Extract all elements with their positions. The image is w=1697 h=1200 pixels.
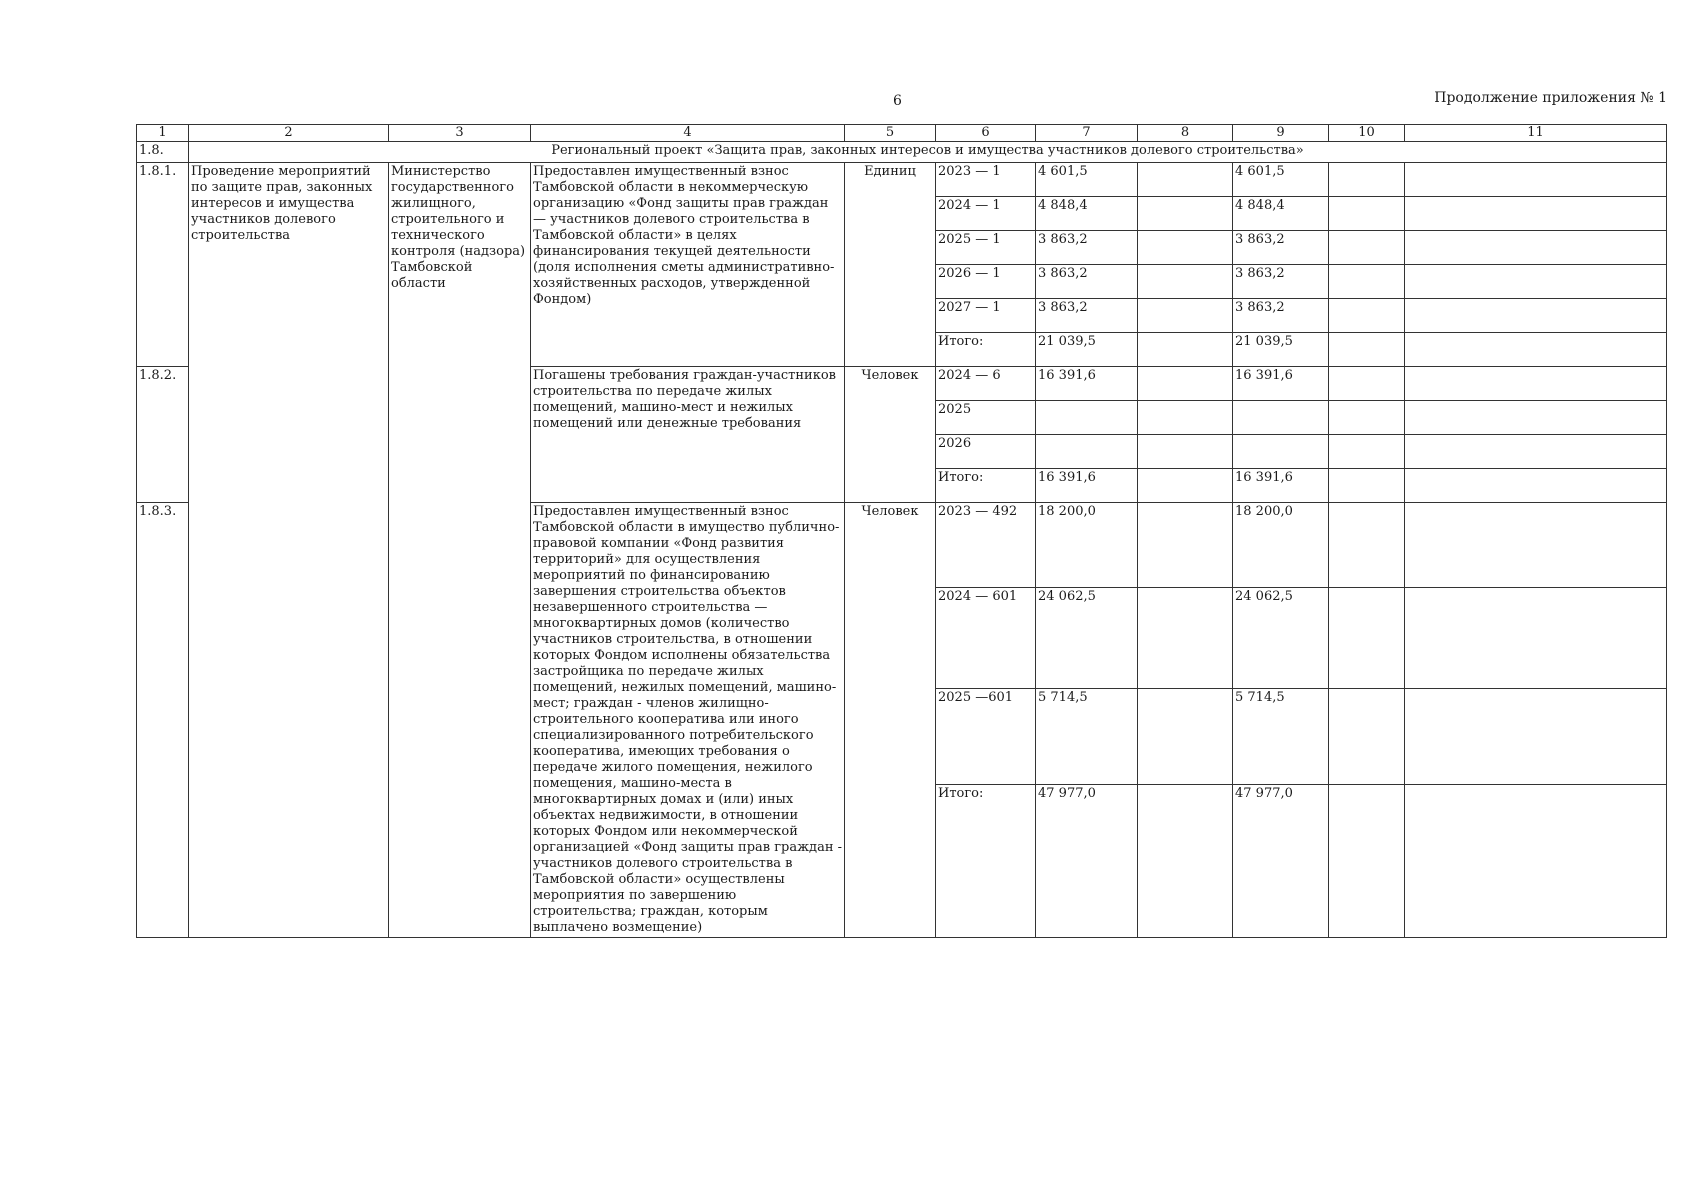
col8-value xyxy=(1138,231,1233,265)
col8-value xyxy=(1138,401,1233,435)
col9-value: 3 863,2 xyxy=(1233,299,1329,333)
col8-value xyxy=(1138,587,1233,689)
col10-value xyxy=(1329,265,1405,299)
section-row xyxy=(137,142,1667,163)
col10-value xyxy=(1329,333,1405,367)
section-title: Региональный проект «Защита прав, законных интересов и имущества участников долевого строительства» xyxy=(189,142,1667,163)
col11-value xyxy=(1405,197,1667,231)
page-number: 6 xyxy=(893,93,902,109)
section-code: 1.8. xyxy=(137,142,189,163)
col-header-4: 4 xyxy=(531,125,845,142)
col7-value: 47 977,0 xyxy=(1036,784,1138,937)
col8-value xyxy=(1138,435,1233,469)
program-table xyxy=(136,124,1667,938)
year-cell: 2026 — 1 xyxy=(936,265,1036,299)
col7-value: 24 062,5 xyxy=(1036,587,1138,689)
col-header-11: 11 xyxy=(1405,125,1667,142)
col7-value: 16 391,6 xyxy=(1036,469,1138,503)
col9-value: 4 601,5 xyxy=(1233,163,1329,197)
col11-value xyxy=(1405,469,1667,503)
item-result: Предоставлен имущественный взнос Тамбовской области в некоммерческую организацию «Фонд защиты прав граждан — участников долевого строительства в Тамбовской области» в целях финансирования текущей деятельности (доля исполнения сметы административно-хозяйственных расходов, утвержденной Фондом) xyxy=(531,163,845,367)
col-header-3: 3 xyxy=(389,125,531,142)
col-header-10: 10 xyxy=(1329,125,1405,142)
item-result: Погашены требования граждан-участников строительства по передаче жилых помещений, машино-мест и нежилых помещений или денежные требования xyxy=(531,367,845,503)
col11-value xyxy=(1405,401,1667,435)
item-unit: Человек xyxy=(845,367,936,503)
col7-value: 18 200,0 xyxy=(1036,503,1138,588)
col11-value xyxy=(1405,231,1667,265)
col10-value xyxy=(1329,503,1405,588)
year-cell: 2027 — 1 xyxy=(936,299,1036,333)
col9-value: 3 863,2 xyxy=(1233,231,1329,265)
col10-value xyxy=(1329,197,1405,231)
col9-value: 16 391,6 xyxy=(1233,469,1329,503)
event-name: Проведение мероприятий по защите прав, законных интересов и имущества участников долевого строительства xyxy=(189,163,389,938)
col10-value xyxy=(1329,435,1405,469)
col8-value xyxy=(1138,265,1233,299)
col9-value: 24 062,5 xyxy=(1233,587,1329,689)
col-header-1: 1 xyxy=(137,125,189,142)
col11-value xyxy=(1405,333,1667,367)
col7-value xyxy=(1036,435,1138,469)
col11-value xyxy=(1405,299,1667,333)
year-cell: 2023 — 492 xyxy=(936,503,1036,588)
col10-value xyxy=(1329,401,1405,435)
col8-value xyxy=(1138,163,1233,197)
year-cell: 2025 —601 xyxy=(936,689,1036,784)
col8-value xyxy=(1138,333,1233,367)
col7-value: 3 863,2 xyxy=(1036,299,1138,333)
col-header-9: 9 xyxy=(1233,125,1329,142)
col10-value xyxy=(1329,299,1405,333)
col11-value xyxy=(1405,367,1667,401)
continuation-label: Продолжение приложения № 1 xyxy=(1434,90,1667,106)
col11-value xyxy=(1405,435,1667,469)
item-unit: Человек xyxy=(845,503,936,938)
year-cell: 2025 xyxy=(936,401,1036,435)
col7-value: 21 039,5 xyxy=(1036,333,1138,367)
col11-value xyxy=(1405,265,1667,299)
col8-value xyxy=(1138,469,1233,503)
col11-value xyxy=(1405,689,1667,784)
year-cell: Итого: xyxy=(936,333,1036,367)
col9-value: 16 391,6 xyxy=(1233,367,1329,401)
col8-value xyxy=(1138,299,1233,333)
col9-value: 5 714,5 xyxy=(1233,689,1329,784)
item-result: Предоставлен имущественный взнос Тамбовской области в имущество публично-правовой компании «Фонд развития территорий» для осуществления мероприятий по финансированию завершения строительства объектов незавершенного строительства — многоквартирных домов (количество участников строительства, в отношении которых Фондом исполнены обязательства застройщика по передаче жилых помещений, нежилых помещений, машино-мест; граждан - членов жилищно-строительного кооператива или иного специализированного потребительского кооператива, имеющих требования о передаче жилого помещения, нежилого помещения, машино-места в многоквартирных домах и (или) иных объектах недвижимости, в отношении которых Фондом или некоммерческой организацией «Фонд защиты прав граждан - участников долевого строительства в Тамбовской области» осуществлены мероприятия по завершению строительства; граждан, которым выплачено возмещение) xyxy=(531,503,845,938)
col7-value: 3 863,2 xyxy=(1036,265,1138,299)
col10-value xyxy=(1329,587,1405,689)
col8-value xyxy=(1138,784,1233,937)
col7-value: 5 714,5 xyxy=(1036,689,1138,784)
col11-value xyxy=(1405,784,1667,937)
item-code: 1.8.1. xyxy=(137,163,189,367)
year-cell: Итого: xyxy=(936,469,1036,503)
col10-value xyxy=(1329,469,1405,503)
item-unit: Единиц xyxy=(845,163,936,367)
col8-value xyxy=(1138,367,1233,401)
col11-value xyxy=(1405,503,1667,588)
col7-value: 4 848,4 xyxy=(1036,197,1138,231)
col9-value: 21 039,5 xyxy=(1233,333,1329,367)
col9-value xyxy=(1233,435,1329,469)
year-cell: 2025 — 1 xyxy=(936,231,1036,265)
col-header-6: 6 xyxy=(936,125,1036,142)
col7-value: 3 863,2 xyxy=(1036,231,1138,265)
col10-value xyxy=(1329,367,1405,401)
table-row xyxy=(137,163,1667,197)
col-header-8: 8 xyxy=(1138,125,1233,142)
year-cell: 2024 — 6 xyxy=(936,367,1036,401)
executor-name: Министерство государственного жилищного, строительного и технического контроля (надзора) Тамбовской области xyxy=(389,163,531,938)
col10-value xyxy=(1329,689,1405,784)
col9-value: 18 200,0 xyxy=(1233,503,1329,588)
col7-value: 4 601,5 xyxy=(1036,163,1138,197)
item-code: 1.8.3. xyxy=(137,503,189,938)
col10-value xyxy=(1329,784,1405,937)
col8-value xyxy=(1138,503,1233,588)
year-cell: 2024 — 1 xyxy=(936,197,1036,231)
col8-value xyxy=(1138,197,1233,231)
item-code: 1.8.2. xyxy=(137,367,189,503)
col11-value xyxy=(1405,587,1667,689)
year-cell: Итого: xyxy=(936,784,1036,937)
year-cell: 2023 — 1 xyxy=(936,163,1036,197)
col9-value xyxy=(1233,401,1329,435)
col9-value: 3 863,2 xyxy=(1233,265,1329,299)
col7-value xyxy=(1036,401,1138,435)
col11-value xyxy=(1405,163,1667,197)
col10-value xyxy=(1329,231,1405,265)
col-header-2: 2 xyxy=(189,125,389,142)
col10-value xyxy=(1329,163,1405,197)
col8-value xyxy=(1138,689,1233,784)
col9-value: 4 848,4 xyxy=(1233,197,1329,231)
col9-value: 47 977,0 xyxy=(1233,784,1329,937)
col7-value: 16 391,6 xyxy=(1036,367,1138,401)
column-header-row xyxy=(137,125,1667,142)
col-header-5: 5 xyxy=(845,125,936,142)
year-cell: 2024 — 601 xyxy=(936,587,1036,689)
year-cell: 2026 xyxy=(936,435,1036,469)
col-header-7: 7 xyxy=(1036,125,1138,142)
